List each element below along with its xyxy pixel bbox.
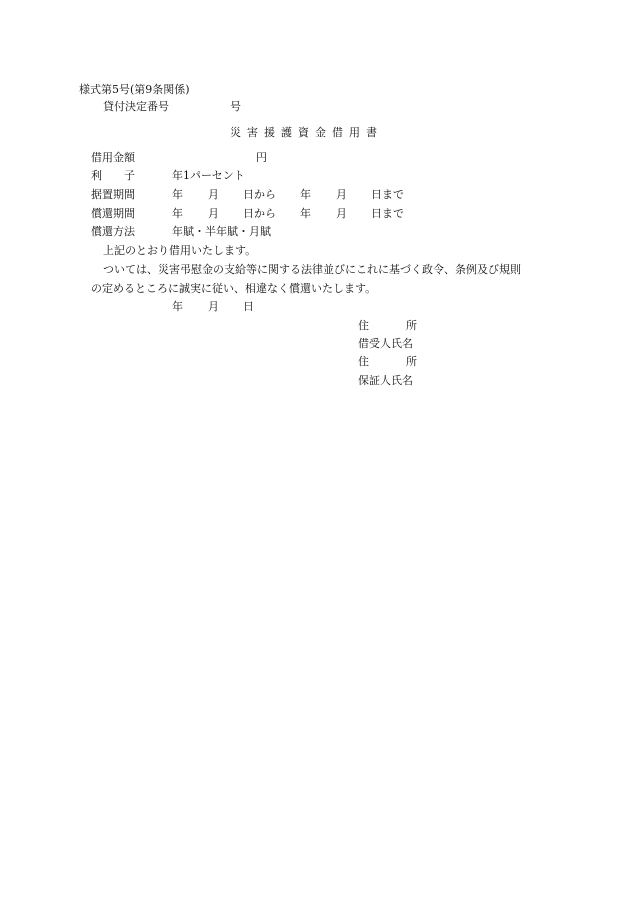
address-1-b: 所	[406, 319, 417, 332]
repayment-period-month: 月	[208, 207, 219, 220]
address-2-a: 住	[358, 355, 369, 368]
title-char: 金	[315, 126, 326, 139]
title-char: 護	[281, 126, 292, 139]
interest-label: 利 子	[91, 169, 135, 182]
title-char: 借	[332, 126, 343, 139]
title-char: 災	[230, 126, 241, 139]
repayment-period-until: 日まで	[371, 207, 404, 220]
deferment-label: 据置期間	[91, 188, 135, 201]
repayment-period-year2: 年	[300, 207, 311, 220]
body-line-2: ついては、災害弔慰金の支給等に関する法律並びにこれに基づく政令、条例及び規則	[103, 263, 521, 276]
amount-label: 借用金額	[91, 151, 135, 164]
title-char: 用	[349, 126, 360, 139]
date-year: 年	[172, 300, 183, 313]
deferment-from: 日から	[243, 188, 276, 201]
title-char: 書	[366, 126, 377, 139]
interest-value: 年1パーセント	[172, 169, 245, 182]
borrower-name-label: 借受人氏名	[358, 337, 413, 350]
title-char: 資	[298, 126, 309, 139]
address-2-b: 所	[406, 355, 417, 368]
decision-number-label: 貸付決定番号	[103, 100, 169, 113]
address-1-a: 住	[358, 319, 369, 332]
title-char: 援	[264, 126, 275, 139]
deferment-month2: 月	[336, 188, 347, 201]
deferment-year2: 年	[300, 188, 311, 201]
body-line-1: 上記のとおり借用いたします。	[103, 244, 257, 257]
amount-unit: 円	[256, 151, 267, 164]
date-month: 月	[208, 300, 219, 313]
deferment-month: 月	[208, 188, 219, 201]
form-number: 様式第5号(第9条関係)	[79, 83, 190, 96]
repayment-method-label: 償還方法	[91, 225, 135, 238]
date-day: 日	[243, 300, 254, 313]
deferment-year: 年	[172, 188, 183, 201]
repayment-method-value: 年賦・半年賦・月賦	[172, 225, 271, 238]
deferment-until: 日まで	[371, 188, 404, 201]
repayment-period-year: 年	[172, 207, 183, 220]
title-char: 害	[247, 126, 258, 139]
repayment-period-from: 日から	[243, 207, 276, 220]
document-title	[230, 127, 383, 138]
guarantor-name-label: 保証人氏名	[358, 374, 413, 387]
body-line-3: の定めるところに誠実に従い、相違なく償還いたします。	[91, 282, 377, 295]
repayment-period-month2: 月	[336, 207, 347, 220]
repayment-period-label: 償還期間	[91, 207, 135, 220]
decision-number-suffix: 号	[230, 100, 241, 113]
